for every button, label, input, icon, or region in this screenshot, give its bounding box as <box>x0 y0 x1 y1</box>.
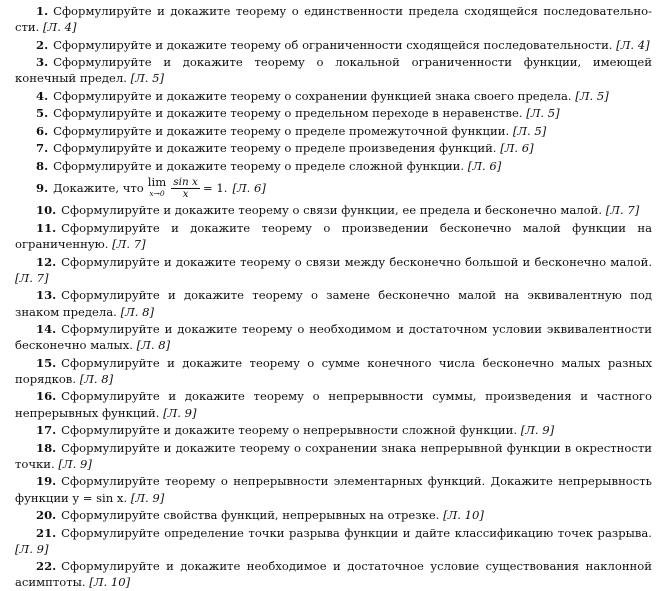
limit-subscript: x→0 <box>149 189 165 199</box>
question-number: 9. <box>36 181 49 196</box>
question-number: 17. <box>36 423 57 438</box>
question-text: Сформулируйте и докажите теорему о пределе произведения функций. <box>53 141 497 156</box>
lecture-ref: [Л. 10] <box>89 575 131 590</box>
question-text: Сформулируйте свойства функций, непрерывных на отрезке. <box>61 508 440 523</box>
lecture-ref: [Л. 5] <box>130 71 165 86</box>
question-text: Сформулируйте и докажите теорему о сумме конечного числа бесконечно малых разных порядков. <box>15 355 652 386</box>
question-number: 14. <box>36 322 57 337</box>
question-text: Сформулируйте и докажите теорему о необходимом и достаточном условии эквивалентности бесконечно малых. <box>15 322 652 353</box>
question-text: Сформулируйте и докажите теорему о локальной ограниченности функции, имеющей конечный предел. <box>15 55 652 86</box>
question-number: 8. <box>36 158 49 173</box>
lecture-ref: [Л. 8] <box>136 338 171 353</box>
question-item <box>15 220 652 252</box>
question-item <box>15 388 652 420</box>
question-text: Сформулируйте и докажите теорему о непрерывности сложной функции. <box>61 423 518 438</box>
question-item <box>15 158 652 174</box>
lecture-ref: [Л. 5] <box>512 123 547 138</box>
lecture-ref: [Л. 7] <box>112 237 146 252</box>
lecture-ref: [Л. 4] <box>43 20 77 35</box>
question-number: 5. <box>36 106 49 121</box>
question-item <box>15 88 652 104</box>
questions-1-8 <box>15 3 652 174</box>
lecture-ref: [Л. 7] <box>605 203 640 218</box>
question-number: 1. <box>36 4 49 18</box>
question-text: Сформулируйте и докажите теорему о связи функции, ее предела и бесконечно малой. <box>61 203 603 218</box>
lecture-ref: [Л. 5] <box>575 88 609 103</box>
limit-operator <box>148 177 166 199</box>
question-text: Сформулируйте и докажите теорему о сохранении знака непрерывной функции в окрестности точки. <box>15 440 652 471</box>
question-text: Сформулируйте и докажите теорему о пределе сложной функции. <box>53 158 465 173</box>
question-text: Сформулируйте и докажите теорему о связи между бесконечно большой и бесконечно малой. <box>61 254 652 269</box>
questions-10-22 <box>15 202 652 590</box>
question-item <box>15 202 652 218</box>
question-number: 3. <box>36 55 49 70</box>
question-item <box>15 3 652 35</box>
question-9 <box>15 175 652 201</box>
question-text: Сформулируйте теорему о непрерывности элементарных функций. Докажите непрерывность функции y = sin x. <box>15 474 652 505</box>
question-item <box>15 440 652 472</box>
question-item <box>15 37 652 53</box>
fraction-numerator: sin x <box>173 175 198 188</box>
question-item <box>15 123 652 139</box>
question-item <box>15 54 652 86</box>
question-number: 13. <box>36 288 57 303</box>
question-text: Сформулируйте и докажите теорему о сохранении функцией знака своего предела. <box>53 88 572 103</box>
question-text: Сформулируйте и докажите теорему о единственности предела сходящейся последовательно-сти. <box>15 4 652 35</box>
question-text: Сформулируйте и докажите теорему об ограниченности сходящейся последовательности. <box>53 37 613 52</box>
lecture-ref: [Л. 6] <box>232 181 266 196</box>
question-text: Сформулируйте определение точки разрыва функции и дайте классификацию точек разрыва. <box>61 525 652 540</box>
question-item <box>15 105 652 121</box>
question-text: Сформулируйте и докажите теорему о непрерывности суммы, произведения и частного непрерывных функций. <box>15 389 652 420</box>
question-number: 20. <box>36 508 57 523</box>
question-number: 18. <box>36 440 57 455</box>
question-text: Сформулируйте и докажите теорему о пределе промежуточной функции. <box>53 123 510 138</box>
question-number: 6. <box>36 123 49 138</box>
lecture-ref: [Л. 9] <box>520 423 555 438</box>
question-text: Сформулируйте и докажите необходимое и достаточное условие существования наклонной асимптоты. <box>15 559 652 590</box>
question-item <box>15 140 652 156</box>
question-text: Сформулируйте и докажите теорему о произведении бесконечно малой функции на ограниченную. <box>15 220 652 252</box>
question-number: 2. <box>36 37 49 52</box>
question-item <box>15 473 652 505</box>
question-number: 15. <box>36 355 57 370</box>
lecture-ref: [Л. 6] <box>467 158 502 173</box>
question-item <box>15 254 652 286</box>
lecture-ref: [Л. 9] <box>15 541 49 556</box>
question-number: 7. <box>36 141 49 156</box>
lecture-ref: [Л. 7] <box>15 270 49 285</box>
question-number: 10. <box>36 203 57 218</box>
question-number: 19. <box>36 474 57 489</box>
question-text: Сформулируйте и докажите теорему о предельном переходе в неравенстве. <box>53 106 523 121</box>
question-number: 11. <box>36 220 57 235</box>
question-text: Сформулируйте и докажите теорему о замене бесконечно малой на эквивалентную под знаком предела. <box>15 288 652 319</box>
limit-label: lim <box>147 175 167 190</box>
fraction <box>171 177 200 200</box>
question-number: 16. <box>36 389 57 404</box>
question-number: 4. <box>36 88 49 103</box>
question-number: 12. <box>36 254 57 269</box>
lecture-ref: [Л. 10] <box>443 508 484 523</box>
lecture-ref: [Л. 6] <box>500 141 534 156</box>
lecture-ref: [Л. 9] <box>130 490 165 505</box>
lecture-ref: [Л. 8] <box>120 304 155 319</box>
lecture-ref: [Л. 9] <box>163 405 197 420</box>
equals-one: = 1. <box>202 181 228 196</box>
question-text: Докажите, что <box>53 181 144 196</box>
lecture-ref: [Л. 9] <box>58 456 92 471</box>
question-item <box>15 507 652 523</box>
lecture-ref: [Л. 5] <box>526 106 560 121</box>
lecture-ref: [Л. 4] <box>616 37 650 52</box>
question-item <box>15 321 652 353</box>
question-item <box>15 422 652 438</box>
question-number: 22. <box>36 559 57 574</box>
question-item <box>15 355 652 387</box>
question-item <box>15 525 652 557</box>
lecture-ref: [Л. 8] <box>79 371 114 386</box>
fraction-denominator: x <box>182 187 189 200</box>
question-number: 21. <box>36 525 57 540</box>
question-item <box>15 287 652 319</box>
